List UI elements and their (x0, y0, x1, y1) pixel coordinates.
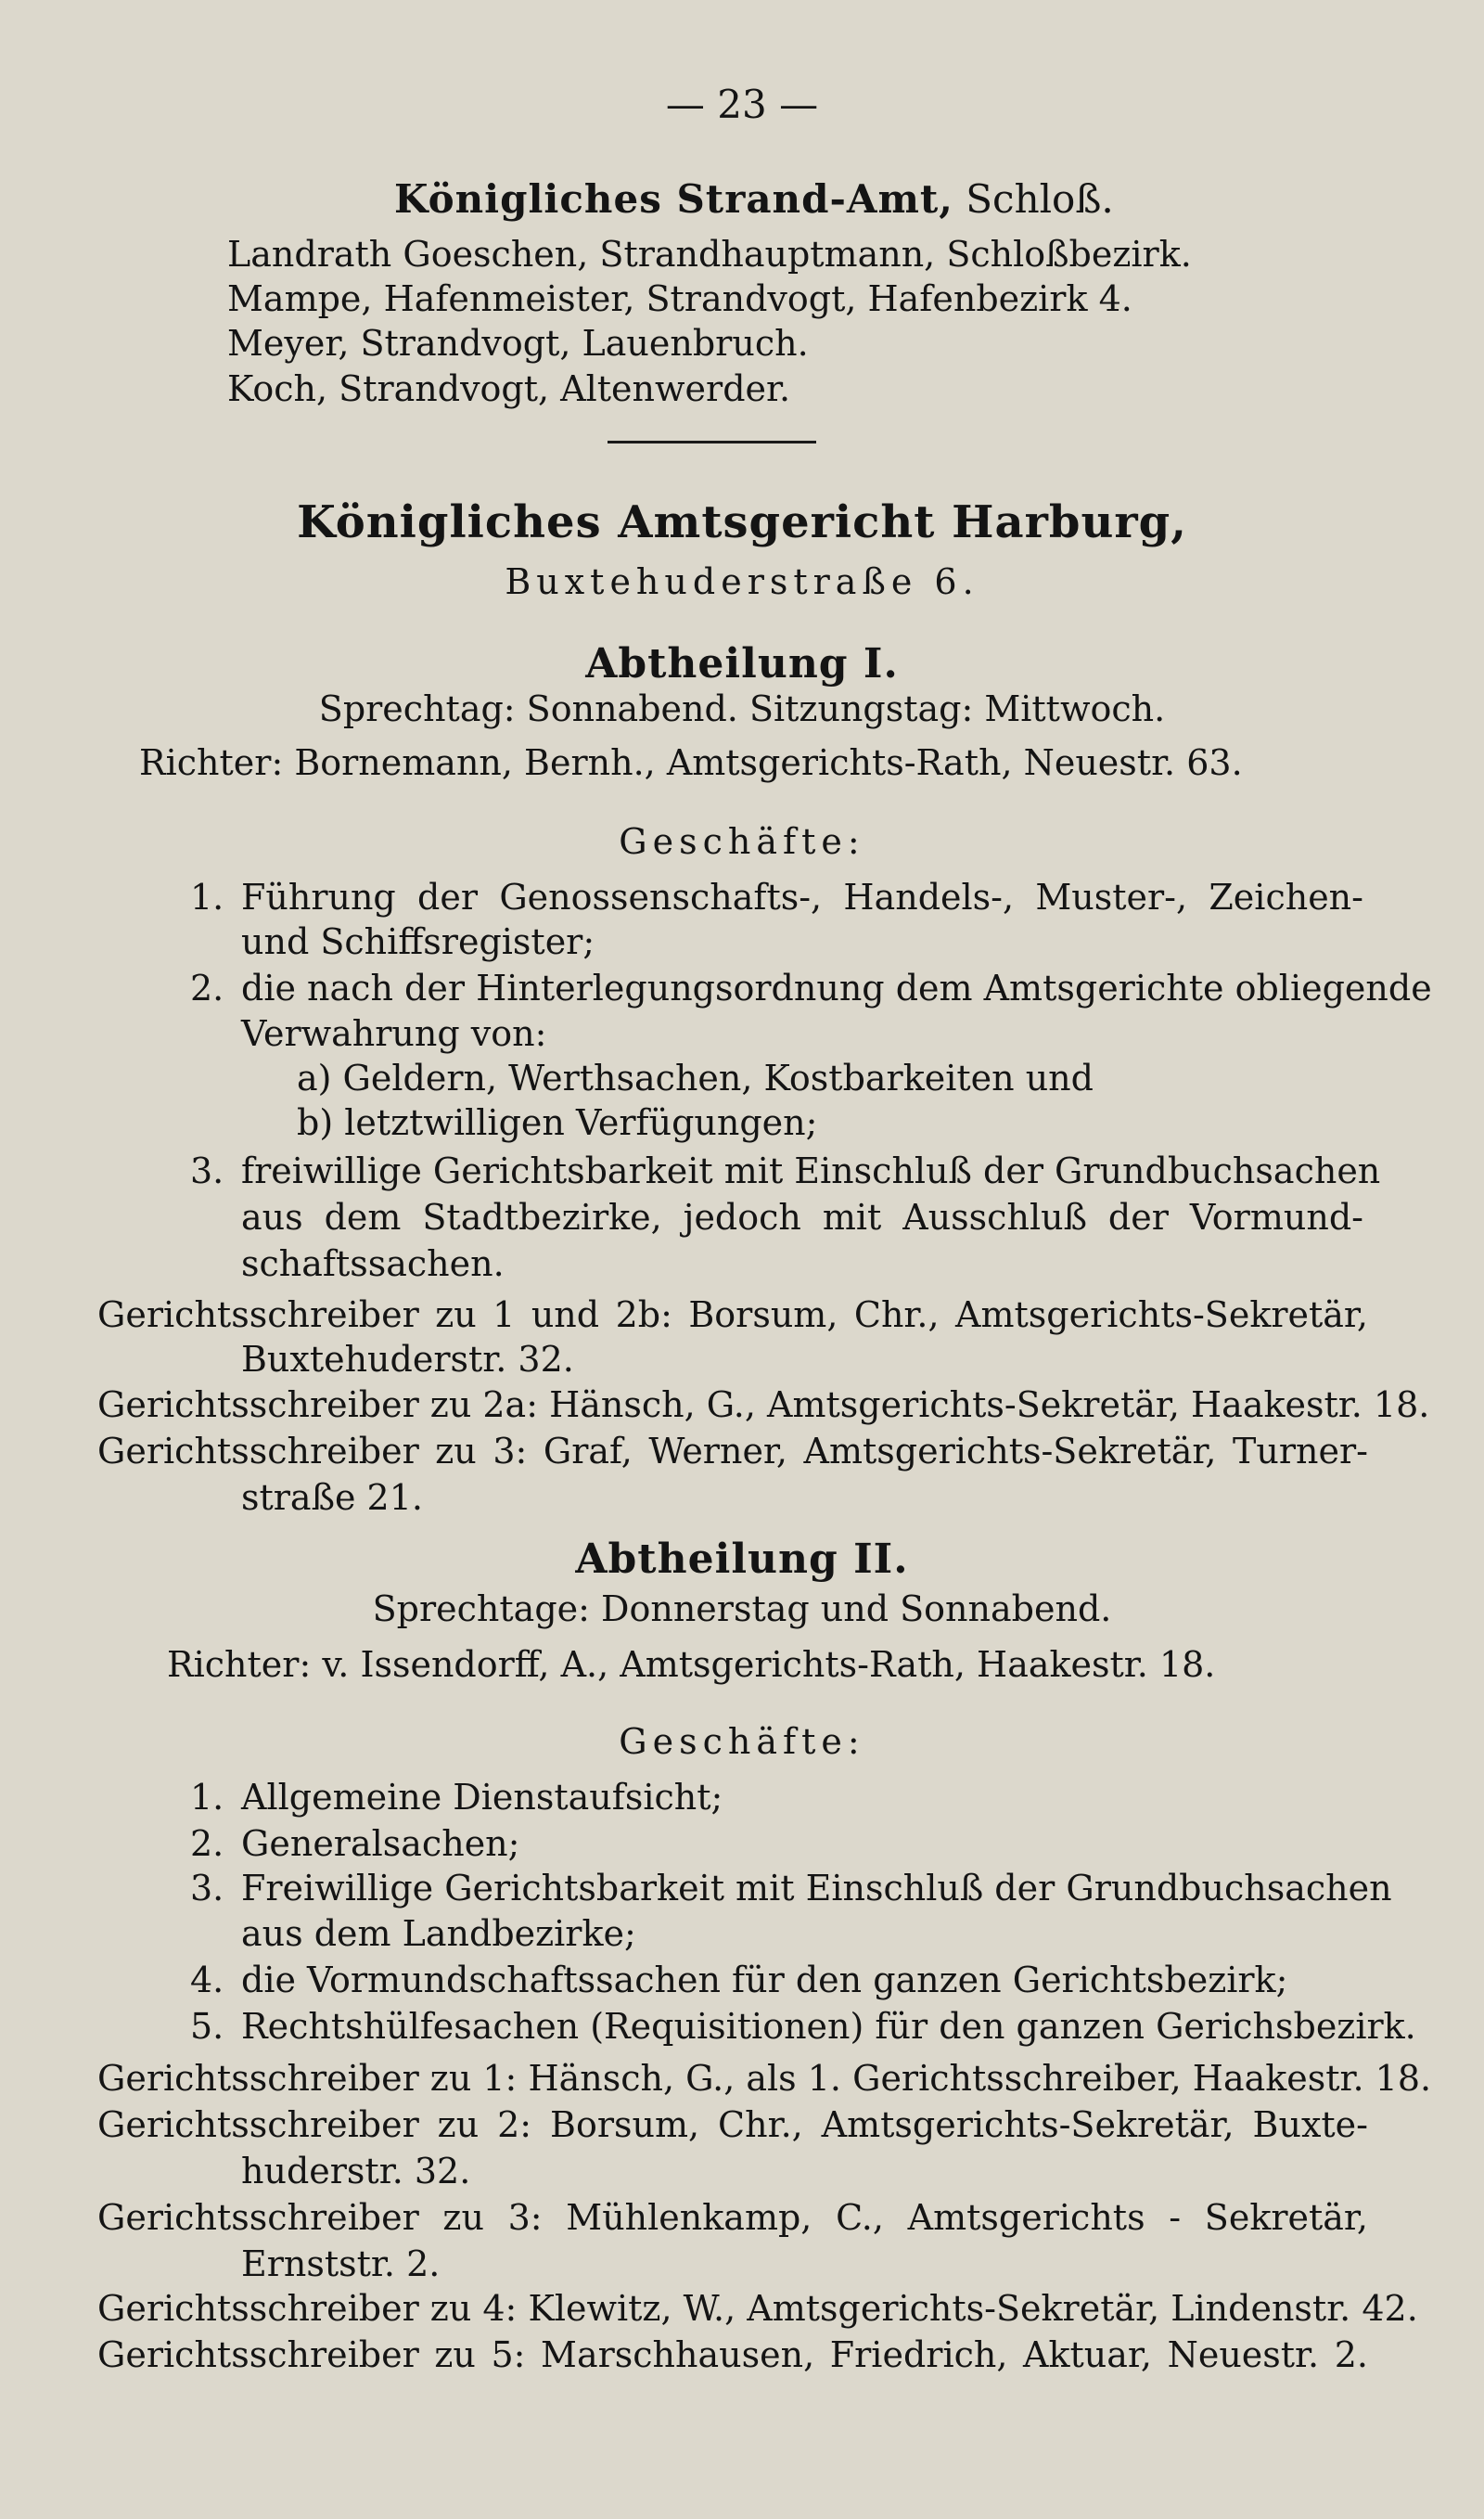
amtsgericht-heading: Königliches Amtsgericht Harburg, (297, 496, 1187, 548)
abt2-item-5-num: 5. (190, 2006, 224, 2047)
abt1-schreiber-3-cont: straße 21. (241, 1477, 423, 1518)
abt1-item-3-num: 3. (190, 1150, 224, 1191)
abt2-item-4-num: 4. (190, 1960, 224, 2000)
abt1-item-1-line-1: Führung der Genossenschafts-, Handels-, Muster-, Zeichen- (241, 877, 1363, 918)
abt2-item-3-num: 3. (190, 1868, 224, 1909)
abt1-item-2-line-1: die nach der Hinterlegungsordnung dem Amtsgerichte obliegende (241, 968, 1432, 1009)
abt1-item-3-line-1: freiwillige Gerichtsbarkeit mit Einschluß der Grundbuchsachen (241, 1150, 1381, 1191)
abt1-schreiber-3: Gerichtsschreiber zu 3: Graf, Werner, Amtsgerichts-Sekretär, Turner- (97, 1431, 1368, 1472)
abt2-item-3-text: Freiwillige Gerichtsbarkeit mit Einschluß der Grundbuchsachen (241, 1868, 1392, 1909)
abt1-richter: Richter: Bornemann, Bernh., Amtsgerichts-Rath, Neuestr. 63. (139, 742, 1243, 783)
abt1-heading: Abtheilung I. (585, 640, 899, 688)
strand-amt-location: Schloß. (966, 176, 1114, 222)
abt1-item-3-line-2: aus dem Stadtbezirke, jedoch mit Ausschluß der Vormund- (241, 1197, 1363, 1238)
strand-amt-line-2: Mampe, Hafenmeister, Strandvogt, Hafenbezirk 4. (227, 278, 1132, 319)
abt2-schreiber-1: Gerichtsschreiber zu 1: Hänsch, G., als 1. Gerichtsschreiber, Haakestr. 18. (97, 2058, 1432, 2099)
abt1-schreiber-1: Gerichtsschreiber zu 1 und 2b: Borsum, Chr., Amtsgerichts-Sekretär, (97, 1294, 1368, 1335)
abt2-item-2-text: Generalsachen; (241, 1823, 520, 1864)
amtsgericht-address: Buxtehuderstraße 6. (505, 561, 979, 602)
abt1-item-2-sub-a: a) Geldern, Werthsachen, Kostbarkeiten und (297, 1058, 1094, 1099)
page-number: — 23 — (665, 82, 819, 127)
strand-amt-line-4: Koch, Strandvogt, Altenwerder. (227, 368, 791, 409)
abt2-item-2-num: 2. (190, 1823, 224, 1864)
abt2-schreiber-2-cont: huderstr. 32. (241, 2151, 471, 2191)
abt2-schreiber-2: Gerichtsschreiber zu 2: Borsum, Chr., Amtsgerichts-Sekretär, Buxte- (97, 2104, 1368, 2145)
abt2-item-3-line-2: aus dem Landbezirke; (241, 1913, 636, 1954)
abt1-schreiber-1-cont: Buxtehuderstr. 32. (241, 1339, 574, 1380)
abt1-item-2-sub-b: b) letztwilligen Verfügungen; (297, 1102, 818, 1143)
section-divider (608, 441, 816, 443)
abt2-richter: Richter: v. Issendorff, A., Amtsgerichts-Rath, Haakestr. 18. (167, 1644, 1216, 1685)
abt2-schreiber-4: Gerichtsschreiber zu 4: Klewitz, W., Amtsgerichts-Sekretär, Lindenstr. 42. (97, 2288, 1418, 2329)
abt1-item-1-num: 1. (190, 877, 224, 918)
abt1-item-2-line-2: Verwahrung von: (241, 1013, 547, 1054)
abt2-schreiber-5: Gerichtsschreiber zu 5: Marschhausen, Friedrich, Aktuar, Neuestr. 2. (97, 2334, 1368, 2375)
abt2-schreiber-3: Gerichtsschreiber zu 3: Mühlenkamp, C., Amtsgerichts - Sekretär, (97, 2197, 1368, 2238)
abt2-item-5-text: Rechtshülfesachen (Requisitionen) für den ganzen Gerichsbezirk. (241, 2006, 1416, 2047)
abt1-days: Sprechtag: Sonnabend. Sitzungstag: Mittwoch. (318, 688, 1166, 729)
abt1-item-2-num: 2. (190, 968, 224, 1009)
abt1-item-3-line-3: schaftssachen. (241, 1243, 505, 1284)
strand-amt-title: Königliches Strand-Amt, (394, 176, 953, 222)
abt2-schreiber-3-cont: Ernststr. 2. (241, 2243, 441, 2284)
strand-amt-line-1: Landrath Goeschen, Strandhauptmann, Schloßbezirk. (227, 234, 1192, 275)
abt1-geschaefte-label: Geschäfte: (619, 821, 865, 862)
abt2-days: Sprechtage: Donnerstag und Sonnabend. (372, 1588, 1112, 1629)
strand-amt-heading (394, 176, 1114, 222)
abt2-geschaefte-label: Geschäfte: (619, 1721, 865, 1762)
abt2-item-4-text: die Vormundschaftssachen für den ganzen Gerichtsbezirk; (241, 1960, 1288, 2000)
abt2-item-1-text: Allgemeine Dienstaufsicht; (241, 1777, 723, 1818)
abt1-item-1-line-2: und Schiffsregister; (241, 921, 595, 962)
abt2-item-1-num: 1. (190, 1777, 224, 1818)
abt1-schreiber-2: Gerichtsschreiber zu 2a: Hänsch, G., Amtsgerichts-Sekretär, Haakestr. 18. (97, 1384, 1430, 1425)
abt2-heading: Abtheilung II. (575, 1536, 909, 1583)
strand-amt-line-3: Meyer, Strandvogt, Lauenbruch. (227, 323, 809, 364)
